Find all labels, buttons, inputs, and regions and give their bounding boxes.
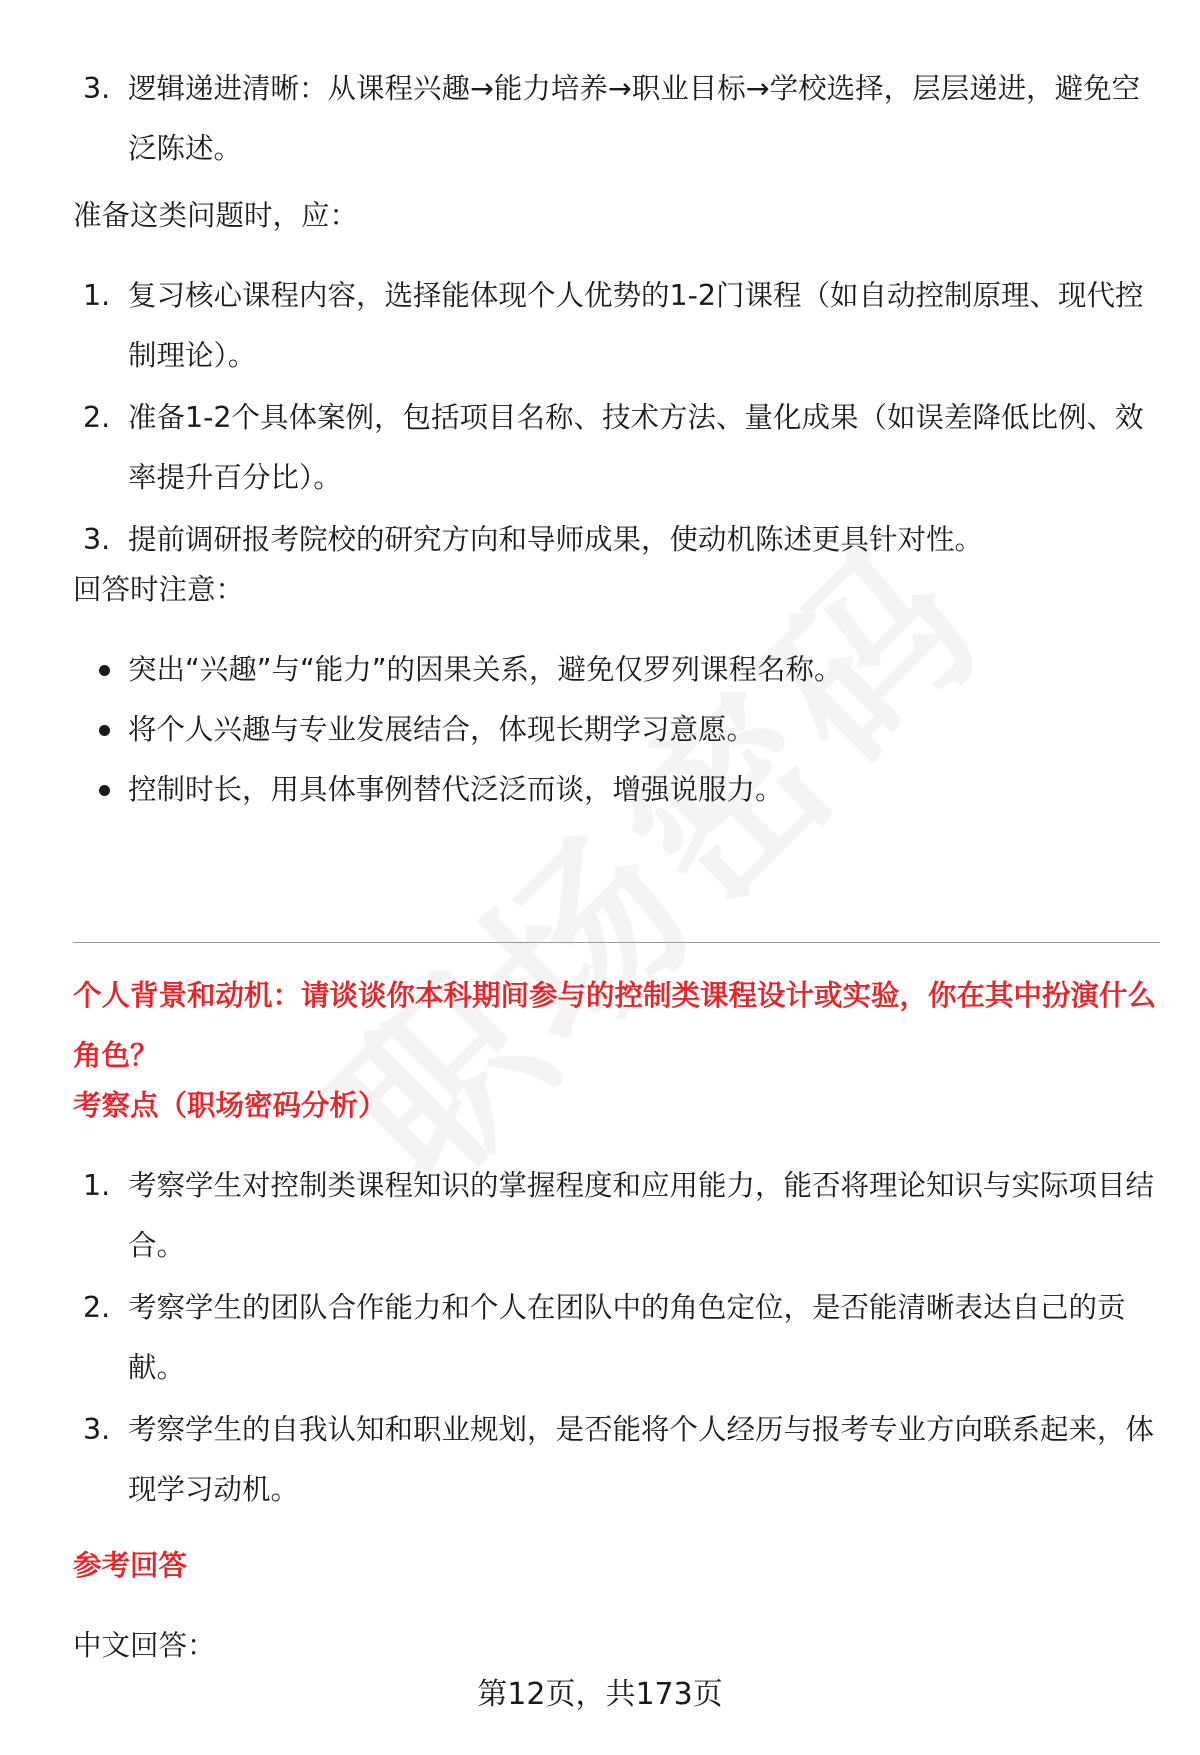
question-title: 个人背景和动机：请谈谈你本科期间参与的控制类课程设计或实验，你在其中扮演什么角色？ — [73, 979, 1157, 1072]
list-item-text: 考察学生的自我认知和职业规划，是否能将个人经历与报考专业方向联系起来，体现学习动机。 — [128, 1413, 1155, 1506]
list-item — [73, 1400, 1160, 1520]
prep-intro: 准备这类问题时，应： — [73, 199, 359, 232]
chinese-answer-label: 中文回答： — [73, 1629, 216, 1662]
list-item — [73, 1156, 1160, 1276]
list-item — [73, 760, 1160, 820]
list-item-text: 将个人兴趣与专业发展结合，体现长期学习意愿。 — [128, 713, 756, 746]
section-divider — [73, 942, 1160, 943]
list-item — [73, 640, 1160, 700]
list-item-text: 考察学生对控制类课程知识的掌握程度和应用能力，能否将理论知识与实际项目结合。 — [128, 1169, 1155, 1262]
answer-intro: 回答时注意： — [73, 573, 245, 606]
list-number: 2. — [83, 401, 111, 434]
focus-list — [73, 1156, 1160, 1520]
list-number: 3. — [83, 523, 111, 556]
list-item — [73, 388, 1160, 508]
list-number: 1. — [83, 279, 111, 312]
list-item-text: 逻辑递进清晰：从课程兴趣→能力培养→职业目标→学校选择，层层递进，避免空泛陈述。 — [128, 72, 1141, 165]
bullet-icon — [99, 665, 110, 676]
list-number: 3. — [83, 1413, 111, 1446]
list-item-text: 复习核心课程内容，选择能体现个人优势的1-2门课程（如自动控制原理、现代控制理论）。 — [128, 279, 1144, 372]
list-item-text: 控制时长，用具体事例替代泛泛而谈，增强说服力。 — [128, 773, 784, 806]
list-number: 2. — [83, 1291, 111, 1324]
reference-heading: 参考回答 — [73, 1549, 188, 1582]
bullet-icon — [99, 725, 110, 736]
list-item — [73, 700, 1160, 760]
list-item-text: 准备1-2个具体案例，包括项目名称、技术方法、量化成果（如误差降低比例、效率提升百分比）。 — [128, 401, 1144, 494]
list-item — [73, 266, 1160, 386]
list-number: 3. — [83, 72, 111, 105]
list-item — [73, 59, 1160, 179]
list-item-text: 考察学生的团队合作能力和个人在团队中的角色定位，是否能清晰表达自己的贡献。 — [128, 1291, 1126, 1384]
list-number: 1. — [83, 1169, 111, 1202]
prep-list — [73, 266, 1160, 570]
list-item-text: 突出“兴趣”与“能力”的因果关系，避免仅罗列课程名称。 — [128, 653, 843, 686]
list-item-text: 提前调研报考院校的研究方向和导师成果，使动机陈述更具针对性。 — [128, 523, 984, 556]
list-item — [73, 1278, 1160, 1398]
bullet-icon — [99, 785, 110, 796]
focus-heading: 考察点（职场密码分析） — [73, 1089, 387, 1122]
answer-bullets — [73, 640, 1160, 820]
page-footer: 第12页，共173页 — [477, 1677, 723, 1712]
